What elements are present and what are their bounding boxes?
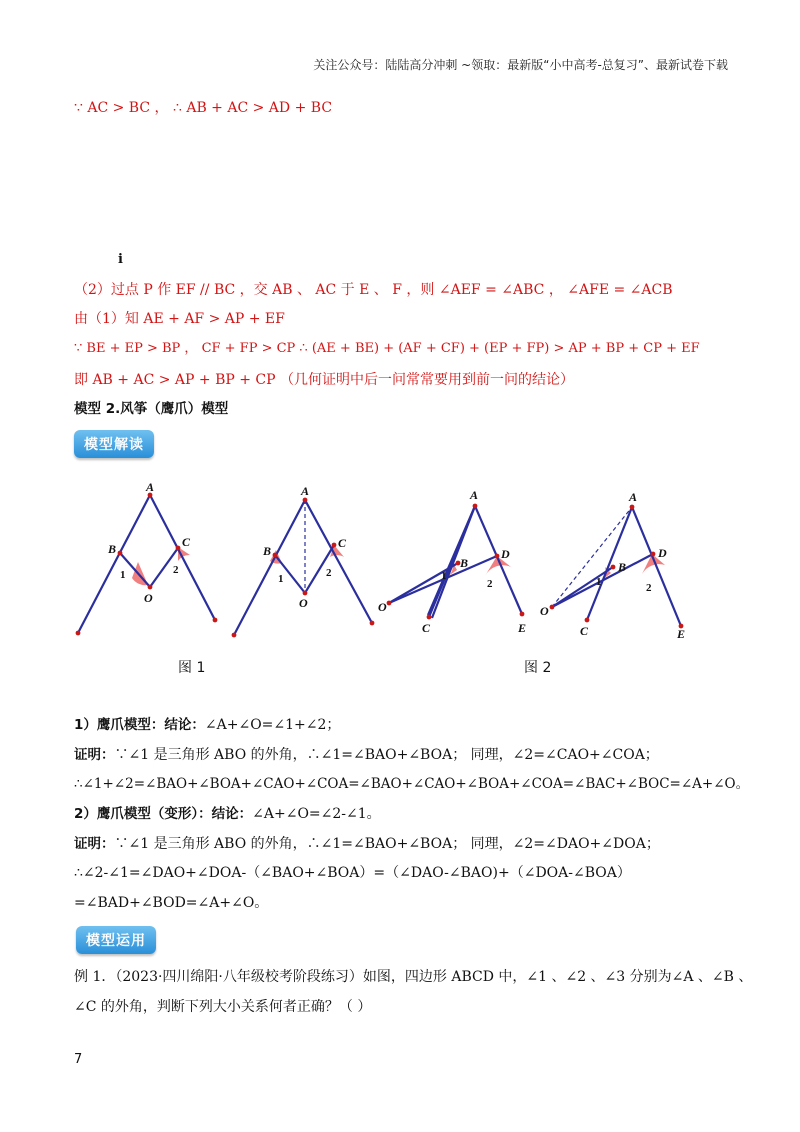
proof-1-text: ∵∠1 是三角形 ABO 的外角，∴∠1=∠BAO+∠BOA； 同理，∠2=∠CAO+∠COA； [114, 747, 659, 763]
label-C: C [182, 535, 191, 549]
kite-outer-lines [78, 495, 215, 633]
label-2: 2 [487, 578, 493, 590]
proof-line-3: 由（1）知 AE + AF > AP + EF [74, 311, 285, 327]
proof-2-text: ∵∠1 是三角形 ABO 的外角，∴∠1=∠BAO+∠BOA； 同理，∠2=∠DAO+∠DOA； [114, 836, 660, 852]
figure-2a [378, 488, 526, 635]
label-1: 1 [596, 576, 602, 588]
stray-mark: i [118, 252, 123, 267]
conclusion-2 [74, 802, 381, 823]
label-O: O [299, 596, 308, 610]
label-O: O [378, 600, 387, 614]
badge-model-application: 模型运用 [76, 926, 156, 954]
proof-1-heading: 证明： [74, 747, 115, 763]
page-header: 关注公众号：陆陆高分冲刺 ~领取：最新版“小中高考-总复习”、最新试卷下载 [313, 58, 728, 72]
proof-2-line-1 [74, 832, 660, 853]
label-A: A [301, 484, 310, 498]
page-number: 7 [74, 1052, 83, 1067]
figure-1b [232, 484, 375, 637]
proof-2-heading: 证明： [74, 836, 115, 852]
label-1: 1 [120, 569, 126, 581]
proof-line-2: （2）过点 P 作 EF // BC ，交 AB 、 AC 于 E 、 F ，则 ∠AEF = ∠ABC ， ∠AFE = ∠ACB [74, 282, 673, 298]
conclusion-2-text: ∠A+∠O=∠2-∠1。 [252, 806, 381, 822]
kite-inner-lines [120, 548, 178, 587]
proof-2-line-3: =∠BAD+∠BOD=∠A+∠O。 [74, 895, 269, 911]
conclusion-1-heading: 1）鹰爪模型：结论： [74, 717, 205, 733]
label-D: D [501, 547, 510, 561]
label-1: 1 [441, 570, 447, 582]
conclusion-2-heading: 2）鹰爪模型（变形）：结论： [74, 806, 253, 822]
label-2: 2 [173, 564, 179, 576]
label-A: A [470, 488, 479, 502]
proof-1-line-1 [74, 743, 659, 764]
label-C: C [580, 624, 589, 638]
label-E: E [677, 627, 686, 640]
proof-1-line-2: ∴∠1+∠2=∠BAO+∠BOA+∠CAO+∠COA=∠BAO+∠CAO+∠BOA+∠COA=∠BAC+∠BOC=∠A+∠O。 [74, 776, 750, 792]
label-B: B [108, 542, 117, 556]
label-2: 2 [646, 582, 652, 594]
label-A: A [629, 490, 638, 504]
figure-2b [540, 490, 685, 640]
figure-caption-1: 图 1 [178, 660, 206, 676]
figure-caption-2: 图 2 [524, 660, 552, 676]
proof-line-5-math: 即 AB + AC > AP + BP + CP [74, 372, 281, 388]
label-A: A [146, 480, 155, 494]
label-D: D [658, 546, 667, 560]
proof-line-4: ∵ BE + EP > BP ， CF + FP > CP ∴ (AE + BE) + (AF + CF) + (EP + FP) > AP + BP + CP + EF [74, 341, 700, 356]
label-2: 2 [326, 567, 332, 579]
proof-line-5 [74, 369, 574, 389]
proof-line-5-note: （几何证明中后一问常常要用到前一问的结论） [280, 372, 575, 388]
label-C: C [338, 536, 347, 550]
label-B: B [263, 544, 272, 558]
label-B: B [618, 560, 627, 574]
label-E: E [518, 621, 527, 635]
conclusion-1-text: ∠A+∠O=∠1+∠2； [204, 717, 341, 733]
example-line-2: ∠C 的外角，判断下列大小关系何者正确？（ ） [74, 999, 372, 1015]
example-line-1: 例 1．（2023·四川绵阳·八年级校考阶段练习）如图，四边形 ABCD 中，∠1 、∠2 、∠3 分别为∠A 、∠B 、 [74, 969, 753, 985]
label-B: B [460, 556, 469, 570]
figure-1a [76, 480, 218, 635]
label-O: O [144, 591, 153, 605]
proof-line-1: ∵ AC > BC ， ∴ AB + AC > AD + BC [74, 100, 333, 116]
proof-2-line-2: ∴∠2-∠1=∠DAO+∠DOA-（∠BAO+∠BOA）=（∠DAO-∠BAO)+（∠DOA-∠BOA） [74, 865, 631, 881]
label-1: 1 [278, 573, 284, 585]
conclusion-1 [74, 713, 340, 734]
kite-figures [60, 475, 720, 640]
badge-model-reading: 模型解读 [74, 430, 154, 458]
model-title: 模型 2.风筝（鹰爪）模型 [74, 401, 229, 417]
label-O: O [540, 604, 549, 618]
label-C: C [422, 621, 431, 635]
